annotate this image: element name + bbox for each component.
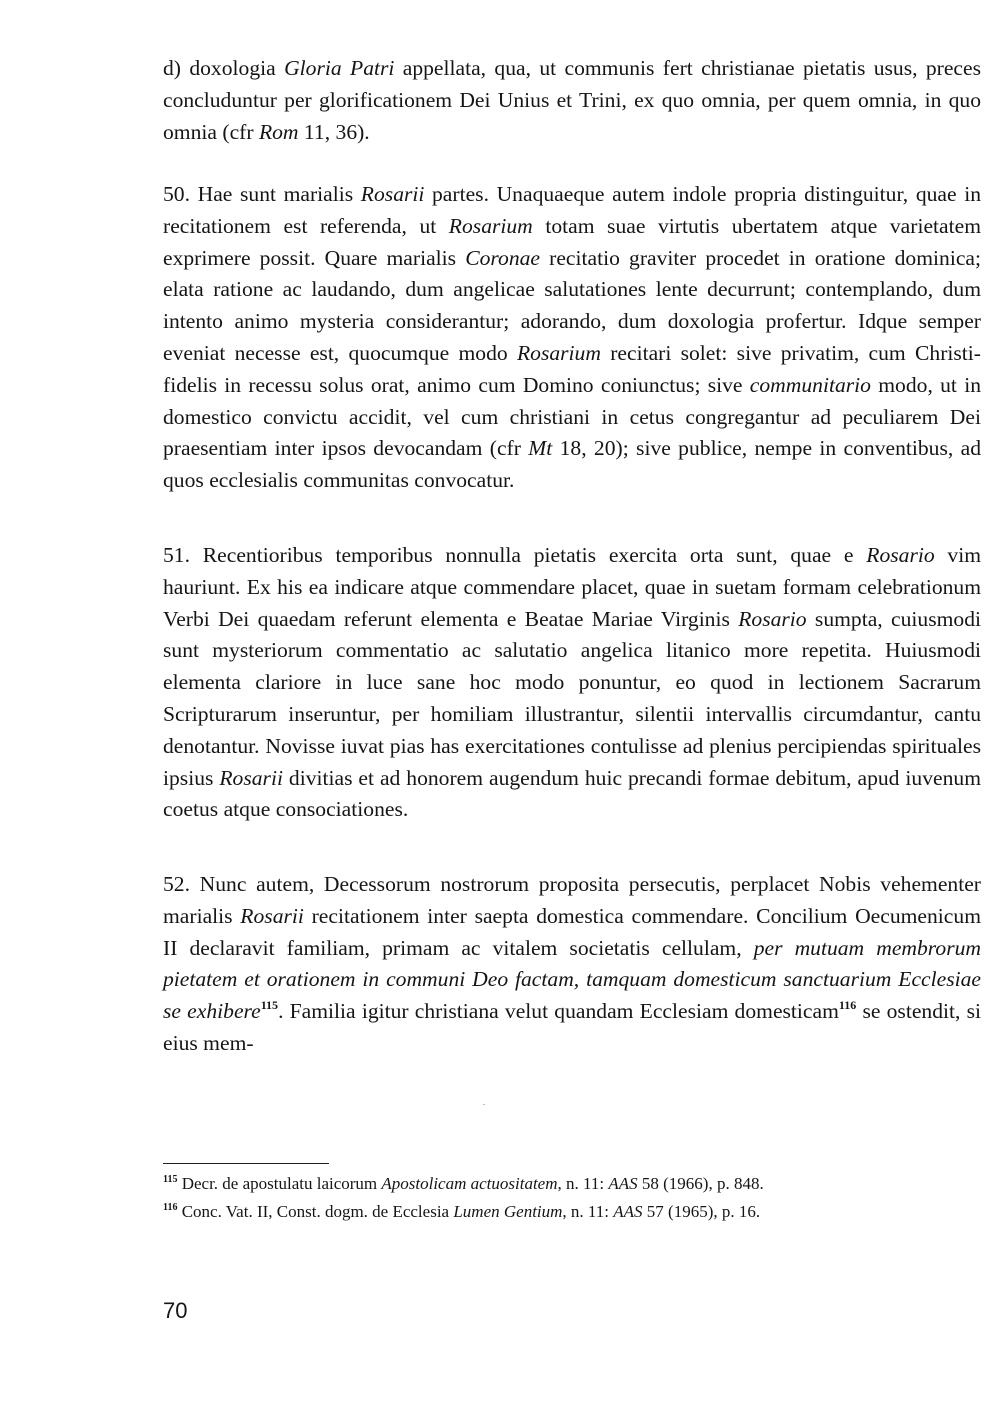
text-run: Decr. de apostulatu laicorum	[177, 1174, 382, 1193]
italic-run: Lumen Gentium	[453, 1202, 563, 1221]
text-run: vim hauriunt. Ex his ea indicare atque commendare placet, quae in suetam formam celebrationum Verbi Dei quaedam referunt elementa e Beatae Mariae Virginis	[163, 543, 981, 631]
text-run: . Familia igitur christiana velut quandam Ecclesiam domesticam	[278, 999, 839, 1024]
text-run: sumpta, cuiusmodi sunt mysteriorum commentatio ac salutatio angelica litanico more repetita. Huiusmodi elementa clariore in luce sane hoc modo ponuntur, eo quod in lectionem Sacrarum Scripturarum inseruntur, per homiliam illustrantur, silentii intervallis circumdantur, cantu denotantur. Novisse iuvat pias has exercitationes contulisse ad plenius percipiendas spirituales ipsius	[163, 606, 981, 790]
text-run: 50. Hae sunt marialis	[163, 182, 361, 206]
text-run: , n. 11:	[557, 1174, 609, 1193]
italic-run: Rosarii	[219, 765, 283, 790]
italic-run: Rosarium	[448, 213, 533, 238]
italic-run: Rosario	[866, 543, 935, 567]
text-run: recitatio graviter procedet in oratione dominica; elata ratione ac laudando, dum angelicae salutationes lente decurrunt; contemplando, dum intento animo mysteria considerantur; adorando, dum doxologia profertur. Idque semper eveniat necesse est, quocumque modo	[163, 245, 981, 365]
text-run: 51. Recentioribus temporibus nonnulla pietatis exercita orta sunt, quae e	[163, 543, 867, 567]
italic-run: Apostolicam actuositatem	[381, 1174, 558, 1193]
text-run: divitias et ad honorem augendum huic precandi formae debitum, apud iuvenum coetus atque consociationes.	[163, 765, 981, 822]
footnote-116	[163, 1200, 981, 1224]
paragraph-51	[163, 540, 981, 826]
footnote-ref-116[interactable]: 116	[838, 998, 857, 1013]
italic-run: Rosarii	[360, 182, 425, 206]
italic-run: AAS	[613, 1202, 643, 1221]
paragraph-50	[163, 179, 981, 497]
text-run: se ostendit, si eius mem-	[163, 999, 981, 1055]
text-run: 57 (1965), p. 16.	[642, 1202, 761, 1221]
scan-speck	[483, 1104, 485, 1105]
text-run: , n. 11:	[562, 1202, 614, 1221]
italic-run: Rosario	[738, 606, 807, 631]
paragraph-d-doxologia	[163, 53, 981, 148]
footnote-number: 116	[163, 1202, 178, 1213]
text-run: 58 (1966), p. 848.	[637, 1174, 764, 1193]
text-run: Conc. Vat. II, Const. dogm. de Ecclesia	[177, 1202, 454, 1221]
italic-run: per mutuam membrorum pietatem et orationem in communi Deo factam, tamquam domesticum sanctuarium Ecclesiae se exhibere	[163, 935, 981, 1024]
footnote-115	[163, 1172, 981, 1196]
footnote-number: 115	[163, 1174, 178, 1185]
italic-run: communitario	[749, 372, 871, 397]
text-run: partes. Unaquaeque autem indole propria distinguitur, quae in recitationem est referenda, ut	[163, 182, 981, 238]
footnote-ref-115[interactable]: 115	[260, 998, 279, 1013]
text-run: appellata, qua, ut communis fert christianae pietatis usus, preces concluduntur per glorificationem Dei Unius et Trini, ex quo omnia, per quem omnia, in quo omnia (cfr	[163, 56, 981, 144]
text-run: 52. Nunc autem, Decessorum nostrorum proposita persecutis, perplacet Nobis vehementer marialis	[163, 872, 981, 928]
text-run: 18, 20); sive publice, nempe in conventibus, ad quos ecclesialis communitas convocatur.	[163, 436, 981, 493]
italic-run: Mt	[528, 436, 553, 461]
italic-run: Rom	[258, 119, 299, 144]
page-number: 70	[163, 1298, 188, 1323]
italic-run: AAS	[608, 1174, 638, 1193]
text-run: d) doxologia	[163, 56, 285, 80]
text-run: 11, 36).	[298, 119, 370, 144]
text-run: totam suae virtutis ubertatem atque varietatem exprimere possit. Quare marialis	[163, 213, 981, 270]
text-run: modo, ut in domestico convictu accidit, vel cum christiani in cetus congregantur ad peculiarem Dei praesentiam inter ipsos devocandam (cfr	[163, 372, 981, 461]
footnote-separator	[163, 1163, 329, 1164]
footnotes	[163, 1172, 981, 1224]
paragraph-52	[163, 869, 981, 1060]
italic-run: Gloria Patri	[284, 56, 395, 80]
italic-run: Rosarii	[240, 903, 304, 928]
text-run: recitationem inter saepta domestica commendare. Concilium Oecumenicum II declaravit familiam, primam ac vitalem societatis cellulam,	[163, 903, 981, 960]
text-run: recitari solet: sive privatim, cum Christifidelis in recessu solus orat, animo cum Domino coniunctus; sive	[163, 340, 981, 397]
italic-run: Rosarium	[516, 340, 601, 365]
italic-run: Coronae	[465, 245, 540, 270]
